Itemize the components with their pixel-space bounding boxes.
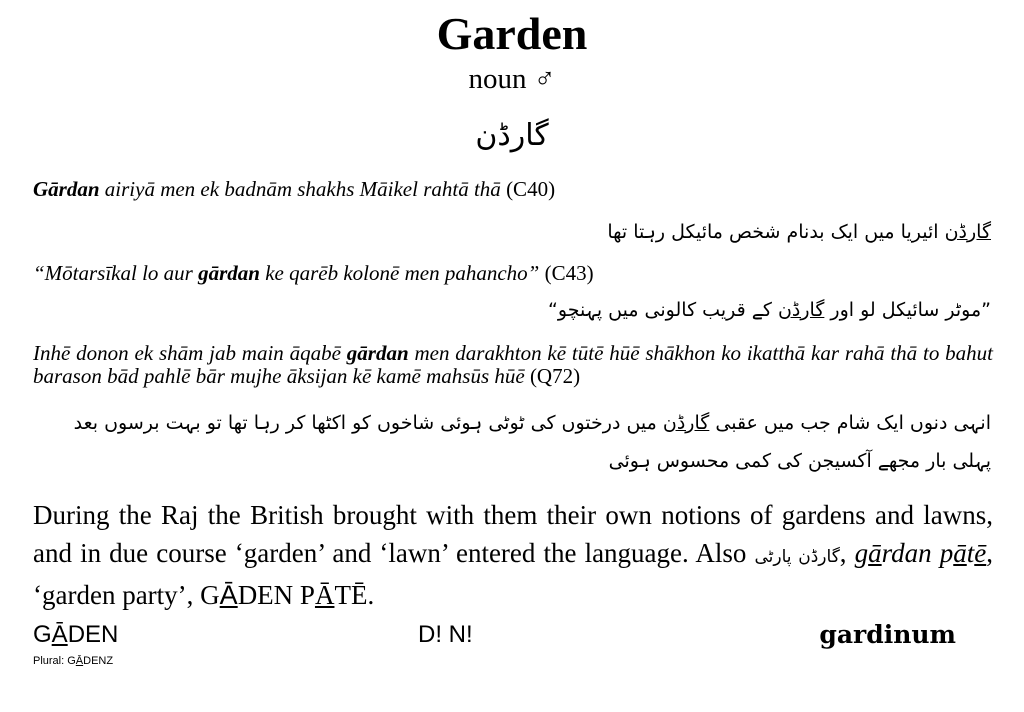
example-2-urdu-pre: ”موٹر سائیکل لو اور <box>824 299 991 321</box>
form-roman-part: Ā <box>51 621 68 648</box>
example-2-text-pre: “Mōtarsīkal lo aur <box>33 261 199 285</box>
example-2-romanized <box>33 262 993 285</box>
translit-part: t <box>966 538 975 568</box>
form-roman-part: G <box>33 621 52 648</box>
usage-note-urdu: گارڈن پارٹی <box>754 547 840 567</box>
example-2-urdu-keyword: گارڈن <box>777 299 825 321</box>
headword: Garden <box>436 8 588 59</box>
example-2-text-post: ke qarēb kolonē men pahancho” <box>259 261 540 285</box>
translit-part: ē <box>974 538 987 568</box>
example-1-keyword: Gārdan <box>33 177 100 201</box>
usage-note-text-4: DEN P <box>237 580 315 610</box>
urdu-headword: گارڈن <box>475 118 549 153</box>
example-3-urdu-post: میں درختوں کی ٹوٹی ہوئی شاخوں کو اکٹھا کر رہا تھا تو بہت برسوں بعد پہلی بار مجھے آکسیجن کی کمی محسوس ہوئی <box>73 412 991 472</box>
example-1-urdu-keyword: گارڈن <box>944 221 991 243</box>
usage-note-text-2: , <box>839 538 855 568</box>
form-roman-part: DEN <box>67 621 119 648</box>
plural-label: Plural: G <box>33 655 76 667</box>
example-3-urdu-keyword: گارڈن <box>662 412 710 434</box>
translit-part: ā <box>953 538 967 568</box>
example-2-keyword: gārdan <box>198 261 260 285</box>
translit-part: rdan p <box>881 538 954 568</box>
example-1-urdu-text: ائیریا میں ایک بدنام شخص مائیکل رہتا تھا <box>607 221 945 243</box>
form-roman <box>33 620 118 650</box>
example-1-romanized <box>33 178 993 201</box>
example-3-text-pre: Inhē donon ek shām jab main āqabē <box>33 341 347 365</box>
usage-note-ab2: Ā <box>314 580 335 610</box>
usage-note-text-1: During the Raj the British brought with them their own notions of gardens and lawns, and in due course ‘garden’ and ‘lawn’ entered the language. Also <box>33 500 993 568</box>
example-1-text: airiyā men ek badnām shakhs Māikel rahtā thā <box>99 177 501 201</box>
form-gothic: gardinum <box>819 620 956 649</box>
example-3-romanized <box>33 342 993 388</box>
translit-part: g <box>854 538 869 568</box>
usage-note-translit <box>855 538 987 568</box>
example-2-source: (C43) <box>544 261 594 285</box>
usage-note-ab1: Ā <box>219 580 238 610</box>
example-3-urdu-pre: انہی دنوں ایک شام جب میں عقبی <box>709 412 991 434</box>
usage-note-text-5: TĒ. <box>334 580 375 610</box>
plural-a: Ā <box>75 655 84 667</box>
example-3-keyword: gārdan <box>346 341 409 365</box>
usage-note-text-3: , ‘garden party’, G <box>33 538 993 610</box>
plural-form <box>33 655 113 667</box>
translit-part: ā <box>868 538 882 568</box>
plural-rest: DENZ <box>83 655 114 667</box>
usage-note-ab1-wrap <box>220 580 238 610</box>
example-1-urdu <box>31 216 991 248</box>
usage-note <box>33 496 993 614</box>
example-3-source: (Q72) <box>529 364 581 388</box>
example-1-source: (C40) <box>506 177 556 201</box>
example-3-text-post: men darakhton kē tūtē hūē shākhon ko ikatthā kar rahā thā to bahut barason bād pahlē bār mujhe āksijan kē kamē mahsūs hūē <box>33 341 993 388</box>
form-dini: D! N! <box>418 621 473 648</box>
example-2-urdu-post: کے قریب کالونی میں پہنچو“ <box>548 299 778 321</box>
part-of-speech: noun ♂ <box>468 63 556 95</box>
example-3-urdu <box>31 404 991 480</box>
example-2-urdu <box>31 294 991 326</box>
